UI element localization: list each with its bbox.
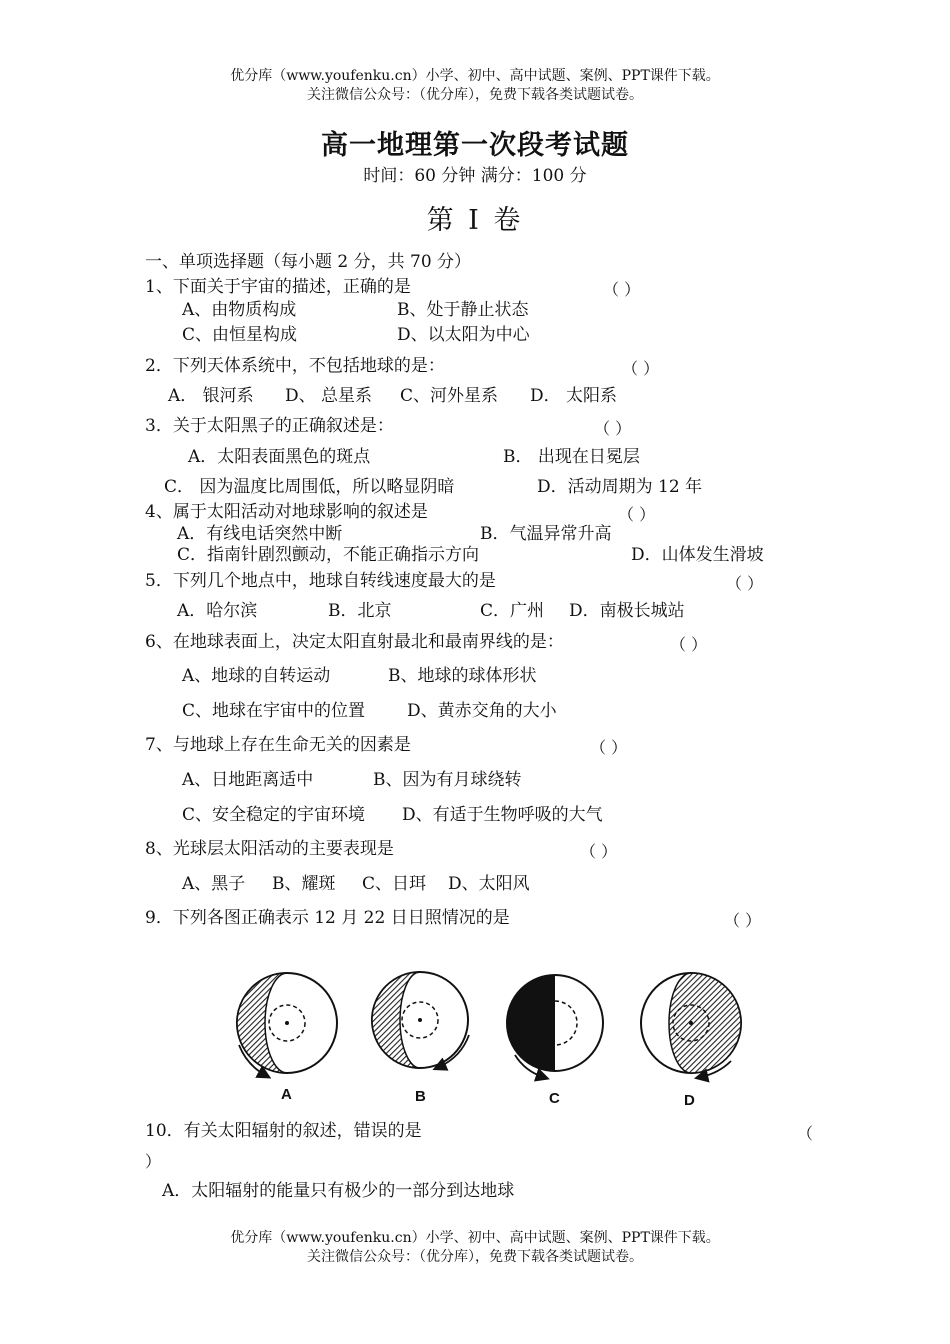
question-8-stem: 8、光球层太阳活动的主要表现是 bbox=[145, 839, 394, 859]
question-2-paren: （ ） bbox=[622, 359, 660, 378]
question-3-option-b: B． 出现在日冕层 bbox=[503, 447, 640, 467]
globe-a bbox=[237, 973, 337, 1075]
footer-line-1: 优分库（www.youfenku.cn）小学、初中、高中试题、案例、PPT课件下载。 bbox=[230, 1230, 720, 1246]
question-8-option-d: D、太阳风 bbox=[448, 874, 530, 894]
question-4-stem: 4、属于太阳活动对地球影响的叙述是 bbox=[145, 502, 428, 522]
question-8-option-a: A、黑子 bbox=[182, 874, 246, 894]
question-4-option-b: B．气温异常升高 bbox=[480, 524, 612, 544]
question-7-option-b: B、因为有月球绕转 bbox=[373, 770, 522, 790]
question-10-paren-open: （ bbox=[797, 1124, 814, 1143]
question-5-paren: （ ） bbox=[726, 574, 764, 593]
exam-time-info: 时间：60 分钟 满分：100 分 bbox=[363, 166, 587, 186]
question-5-option-c: C．广州 bbox=[480, 601, 545, 621]
question-7-option-d: D、有适于生物呼吸的大气 bbox=[402, 805, 603, 825]
question-2-option-b: D、 总星系 bbox=[285, 386, 373, 406]
question-10-option-a: A．太阳辐射的能量只有极少的一部分到达地球 bbox=[162, 1181, 515, 1201]
question-7-option-c: C、安全稳定的宇宙环境 bbox=[182, 805, 366, 825]
question-4-option-c: C．指南针剧烈颤动，不能正确指示方向 bbox=[177, 545, 480, 565]
question-4-option-a: A．有线电话突然中断 bbox=[177, 524, 343, 544]
question-6-option-c: C、地球在宇宙中的位置 bbox=[182, 701, 366, 721]
globe-c bbox=[507, 975, 603, 1077]
question-6-paren: （ ） bbox=[670, 635, 708, 654]
question-2-option-a: A． 银河系 bbox=[168, 386, 254, 406]
question-1-option-d: D、以太阳为中心 bbox=[397, 325, 530, 345]
question-8-option-c: C、日珥 bbox=[362, 874, 427, 894]
question-5-option-a: A．哈尔滨 bbox=[177, 601, 258, 621]
exam-title: 高一地理第一次段考试题 bbox=[321, 130, 629, 161]
volume-heading: 第 I 卷 bbox=[426, 205, 524, 236]
question-2-option-d: D． 太阳系 bbox=[530, 386, 618, 406]
question-2-stem: 2．下列天体系统中，不包括地球的是： bbox=[145, 356, 445, 376]
question-6-stem: 6、在地球表面上，决定太阳直射最北和最南界线的是： bbox=[145, 632, 564, 652]
question-3-option-c: C． 因为温度比周围低，所以略显阴暗 bbox=[164, 477, 455, 497]
header-line-2: 关注微信公众号：（优分库），免费下载各类试题试卷。 bbox=[307, 87, 643, 103]
question-5-stem: 5．下列几个地点中，地球自转线速度最大的是 bbox=[145, 571, 496, 591]
figure-label-b: B bbox=[415, 1088, 426, 1105]
question-7-option-a: A、日地距离适中 bbox=[182, 770, 314, 790]
figure-label-c: C bbox=[549, 1090, 560, 1107]
globe-b bbox=[372, 972, 469, 1068]
question-1-option-a: A、由物质构成 bbox=[182, 300, 297, 320]
section-heading: 一、单项选择题（每小题 2 分，共 70 分） bbox=[145, 252, 472, 272]
question-6-option-a: A、地球的自转运动 bbox=[182, 666, 331, 686]
question-3-stem: 3．关于太阳黑子的正确叙述是： bbox=[145, 416, 394, 436]
question-9-paren: （ ） bbox=[724, 911, 762, 930]
figure-label-a: A bbox=[281, 1086, 292, 1103]
question-3-option-a: A．太阳表面黑色的斑点 bbox=[188, 447, 371, 467]
footer-line-2: 关注微信公众号：（优分库），免费下载各类试题试卷。 bbox=[307, 1249, 643, 1265]
question-1-stem: 1、下面关于宇宙的描述，正确的是 bbox=[145, 277, 411, 297]
globe-d bbox=[641, 973, 741, 1077]
question-7-paren: （ ） bbox=[590, 738, 628, 757]
question-9-stem: 9．下列各图正确表示 12 月 22 日日照情况的是 bbox=[145, 908, 510, 928]
question-1-paren: （ ） bbox=[603, 280, 641, 299]
question-3-paren: （ ） bbox=[594, 419, 632, 438]
question-6-option-d: D、黄赤交角的大小 bbox=[407, 701, 557, 721]
question-5-option-b: B．北京 bbox=[328, 601, 392, 621]
question-3-option-d: D．活动周期为 12 年 bbox=[537, 477, 703, 497]
question-4-paren: （ ） bbox=[618, 505, 656, 524]
question-6-option-b: B、地球的球体形状 bbox=[388, 666, 537, 686]
question-8-paren: （ ） bbox=[580, 842, 618, 861]
figure-label-d: D bbox=[684, 1092, 695, 1109]
question-1-option-b: B、处于静止状态 bbox=[397, 300, 529, 320]
question-1-option-c: C、由恒星构成 bbox=[182, 325, 298, 345]
question-8-option-b: B、耀斑 bbox=[272, 874, 336, 894]
question-4-option-d: D．山体发生滑坡 bbox=[631, 545, 764, 565]
question-10-paren-close: ） bbox=[145, 1152, 162, 1171]
header-line-1: 优分库（www.youfenku.cn）小学、初中、高中试题、案例、PPT课件下载。 bbox=[230, 68, 720, 84]
question-7-stem: 7、与地球上存在生命无关的因素是 bbox=[145, 735, 411, 755]
question-10-stem: 10．有关太阳辐射的叙述，错误的是 bbox=[145, 1121, 422, 1141]
question-2-option-c: C、河外星系 bbox=[400, 386, 499, 406]
question-5-option-d: D．南极长城站 bbox=[569, 601, 685, 621]
